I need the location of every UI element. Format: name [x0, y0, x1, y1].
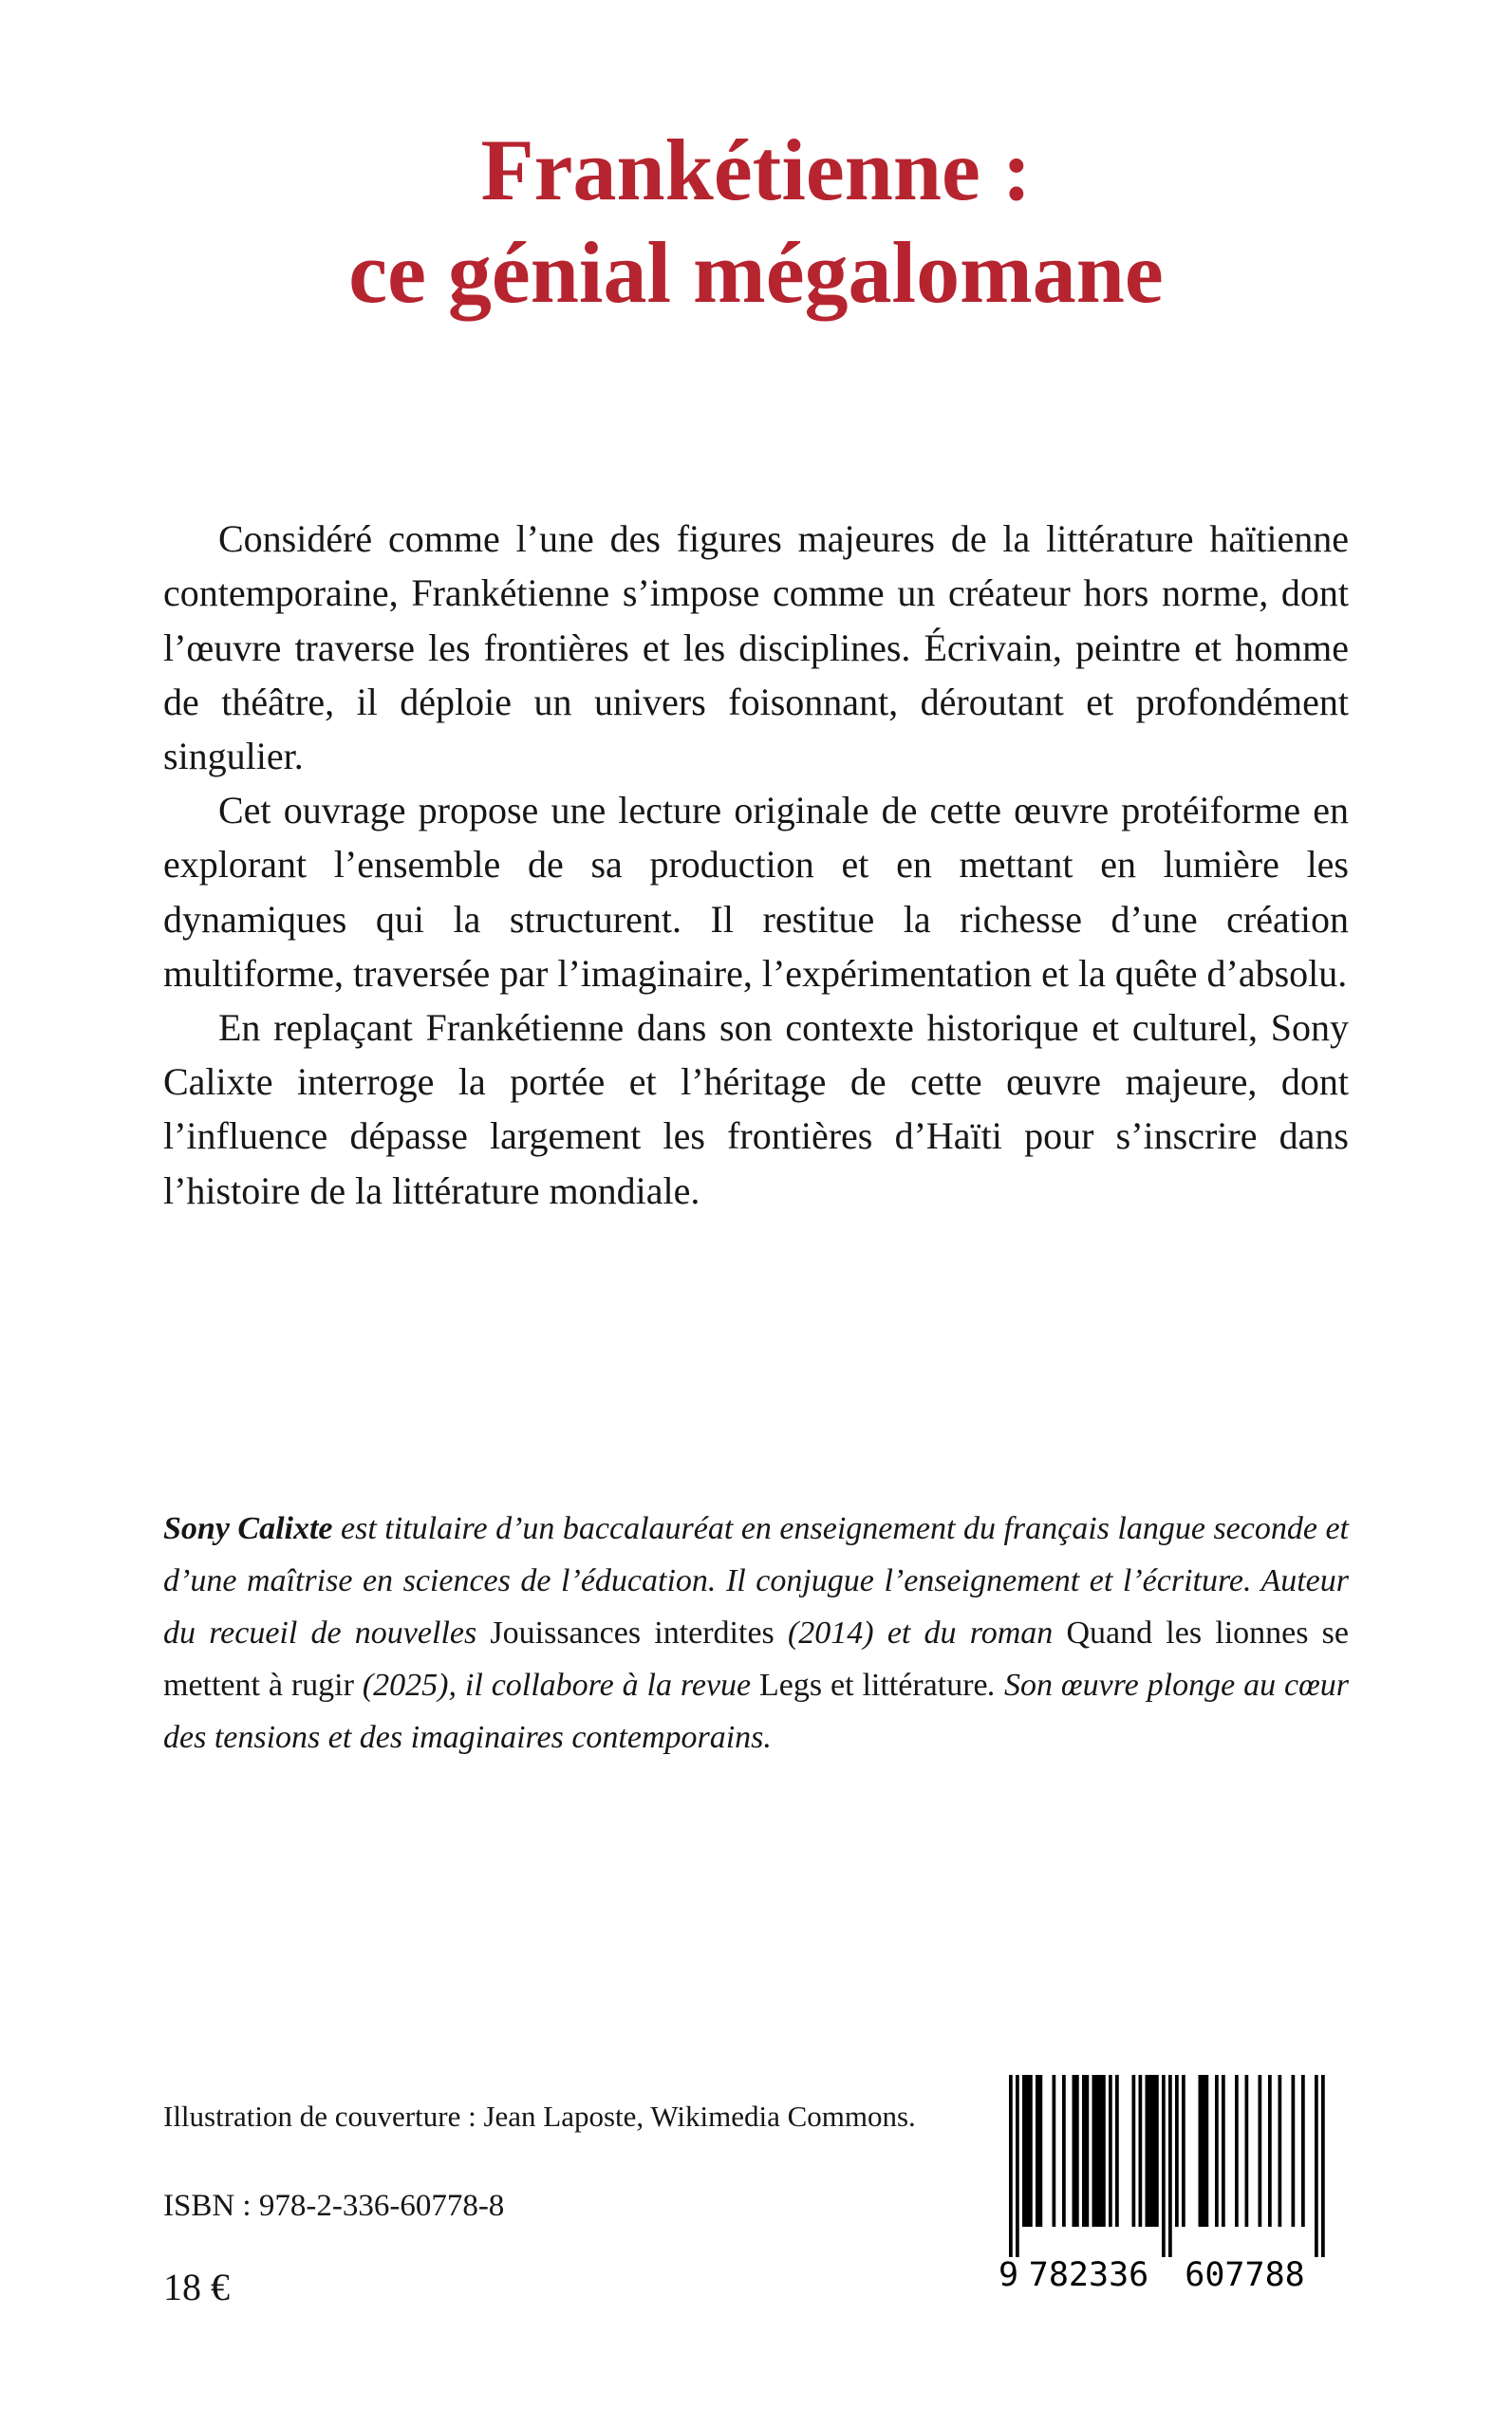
price-text: 18 €	[163, 2266, 230, 2308]
bio-segment: (2025), il collabore à la revue	[353, 1667, 760, 1703]
isbn-text: ISBN : 978-2-336-60778-8	[163, 2189, 505, 2223]
bio-segment: . Son œuvre plonge au cœur des tensions et des imaginaires contemporains.	[163, 1667, 1349, 1755]
barcode	[999, 2075, 1336, 2295]
synopsis-paragraph: En replaçant Frankétienne dans son contexte historique et culturel, Sony Calixte interroge la portée et l’héritage de cette œuvre majeure, dont l’influence dépasse largement les frontières d’Haïti pour s’inscrire dans l’histoire de la littérature mondiale.	[163, 1005, 1349, 1212]
barcode-image	[999, 2075, 1336, 2295]
synopsis	[163, 512, 1349, 1217]
barcode-number: 607788	[1185, 2256, 1305, 2294]
author-bio	[163, 1503, 1349, 1764]
bio-segment: Jouissances interdites	[490, 1615, 775, 1651]
book-title-line2: ce génial mégalomane	[348, 223, 1164, 321]
barcode-number: 782336	[1028, 2256, 1149, 2294]
synopsis-paragraph: Cet ouvrage propose une lecture originale de cette œuvre protéiforme en explorant l’ensemble de sa production et en mettant en lumière les dynamiques qui la structurent. Il restitue la richesse d’une création multiforme, traversée par l’imaginaire, l’expérimentation et la quête d’absolu.	[163, 789, 1349, 995]
book-title-line1: Frankétienne :	[480, 121, 1032, 218]
synopsis-paragraph: Considéré comme l’une des figures majeures de la littérature haïtienne contemporaine, Frankétienne s’impose comme un créateur hors norme, dont l’œuvre traverse les frontières et les disciplines. Écrivain, peintre et homme de théâtre, il déploie un univers foisonnant, déroutant et profondément singulier.	[163, 517, 1349, 777]
barcode-number: 9	[999, 2256, 1019, 2294]
bio-segment: Legs et littérature	[759, 1667, 988, 1703]
book-title	[0, 0, 1512, 324]
bio-segment: est titulaire d’un baccalauréat en enseignement du français langue seconde et d’une maîtrise en sciences de l’éducation. Il conjugue l’enseignement et l’écriture. Auteur du recueil de nouvelles	[163, 1510, 1349, 1651]
bio-segment: Quand les lionnes se mettent à rugir	[163, 1615, 1350, 1703]
cover-illustration-credit: Illustration de couverture : Jean Laposte, Wikimedia Commons.	[163, 2100, 916, 2133]
bio-segment: (2014) et du roman	[774, 1615, 1067, 1651]
bio-segment: Sony Calixte	[163, 1510, 333, 1546]
